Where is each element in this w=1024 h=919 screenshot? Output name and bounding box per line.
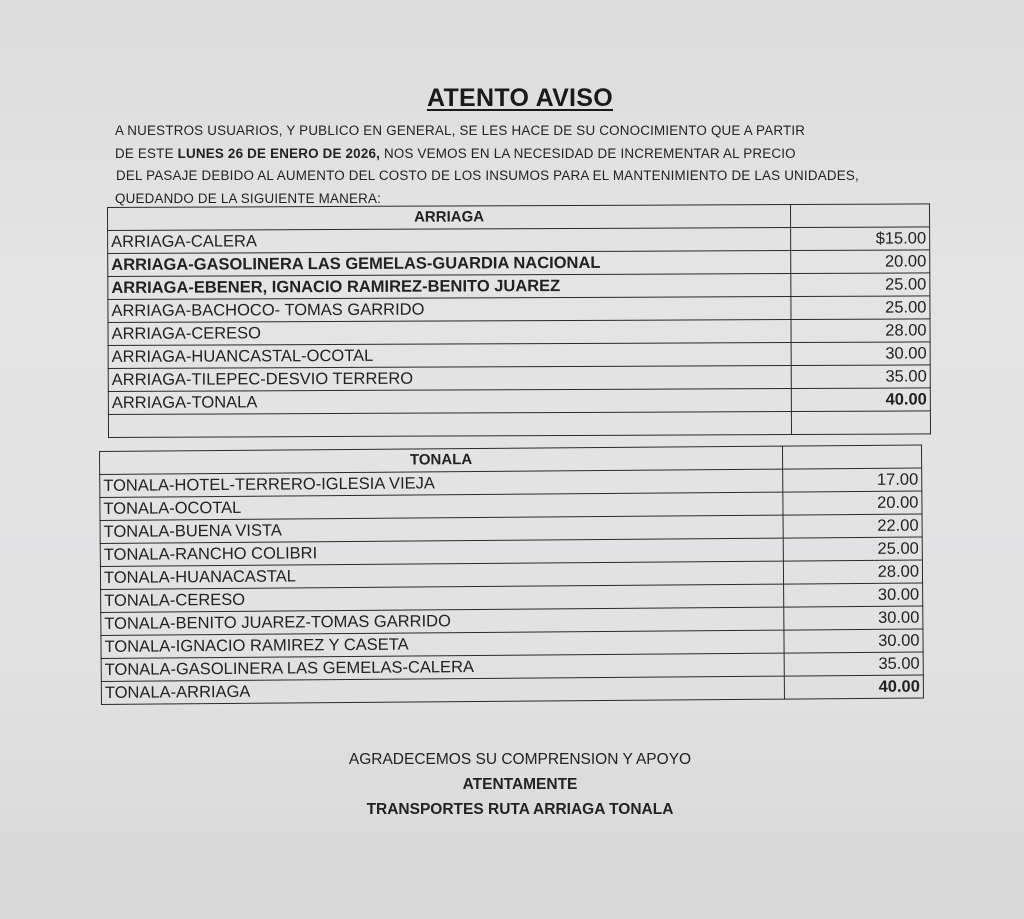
intro-line-3: DEL PASAJE DEBIDO AL AUMENTO DEL COSTO DE LOS INSUMOS PARA EL MANTENIMIENTO DE LAS UNIDADES, [116, 168, 859, 183]
footer-closing: ATENTAMENTE [462, 776, 578, 793]
arriaga-fare-table [107, 203, 931, 438]
route-price: 25.00 [783, 537, 922, 561]
intro-line-1: A NUESTROS USUARIOS, Y PUBLICO EN GENERAL, SE LES HACE DE SU CONOCIMIENTO QUE A PARTIR [115, 123, 806, 138]
intro-line-2-pre: DE ESTE [115, 145, 178, 161]
route-price: 30.00 [784, 629, 923, 653]
route-price: 28.00 [791, 319, 930, 343]
route-price: 25.00 [791, 273, 930, 297]
route-name: TONALA-RANCHO COLIBRI [100, 538, 783, 566]
route-price: 20.00 [783, 491, 922, 515]
route-name: ARRIAGA-TILEPEC-DESVIO TERRERO [108, 366, 791, 392]
route-name: ARRIAGA-GASOLINERA LAS GEMELAS-GUARDIA NACIONAL [108, 251, 791, 277]
route-name: ARRIAGA-CALERA [108, 228, 791, 254]
route-price: 17.00 [783, 468, 922, 492]
route-name: TONALA-GASOLINERA LAS GEMELAS-CALERA [101, 653, 784, 681]
header-price-cell [790, 204, 929, 228]
footer-signature: TRANSPORTES RUTA ARRIAGA TONALA [366, 801, 674, 818]
route-price: 20.00 [791, 250, 930, 274]
intro-paragraph [115, 120, 995, 210]
route-price: 35.00 [784, 652, 923, 676]
route-price: 40.00 [784, 675, 923, 699]
route-price: 22.00 [783, 514, 922, 538]
route-name: TONALA-OCOTAL [100, 492, 783, 520]
route-name: ARRIAGA-CERESO [108, 320, 791, 346]
spacer-row [108, 411, 930, 438]
arriaga-header: ARRIAGA [108, 205, 791, 231]
route-name: TONALA-ARRIAGA [101, 676, 784, 704]
footer-thanks: AGRADECEMOS SU COMPRENSION Y APOYO [348, 751, 692, 768]
route-name: TONALA-IGNACIO RAMIREZ Y CASETA [101, 630, 784, 658]
tonala-header: TONALA [100, 446, 783, 474]
route-name: ARRIAGA-HUANCASTAL-OCOTAL [108, 343, 791, 369]
route-name: ARRIAGA-TONALA [108, 389, 791, 415]
spacer-cell [791, 411, 930, 435]
route-price: 30.00 [784, 606, 923, 630]
route-name: ARRIAGA-EBENER, IGNACIO RAMIREZ-BENITO JUAREZ [108, 274, 791, 300]
route-name: TONALA-CERESO [101, 584, 784, 612]
route-price: 30.00 [784, 583, 923, 607]
route-price: 40.00 [791, 388, 930, 412]
tonala-fare-table [99, 445, 924, 705]
route-price: 35.00 [791, 365, 930, 389]
header-price-cell [782, 445, 921, 469]
effective-date: LUNES 26 DE ENERO DE 2026, [177, 145, 381, 161]
route-price: $15.00 [791, 227, 930, 251]
route-name: TONALA-BUENA VISTA [100, 515, 783, 543]
intro-line-2 [115, 143, 995, 166]
route-name: ARRIAGA-BACHOCO- TOMAS GARRIDO [108, 297, 791, 323]
route-name: TONALA-BENITO JUAREZ-TOMAS GARRIDO [101, 607, 784, 635]
route-name: TONALA-HOTEL-TERRERO-IGLESIA VIEJA [100, 469, 783, 497]
spacer-cell [108, 412, 791, 438]
route-price: 28.00 [783, 560, 922, 584]
intro-line-4: QUEDANDO DE LA SIGUIENTE MANERA: [115, 190, 382, 206]
route-price: 30.00 [791, 342, 930, 366]
notice-title: ATENTO AVISO [426, 84, 614, 112]
route-price: 25.00 [791, 296, 930, 320]
route-name: TONALA-HUANACASTAL [100, 561, 783, 589]
intro-line-2-post: NOS VEMOS EN LA NECESIDAD DE INCREMENTAR AL PRECIO [380, 145, 796, 161]
